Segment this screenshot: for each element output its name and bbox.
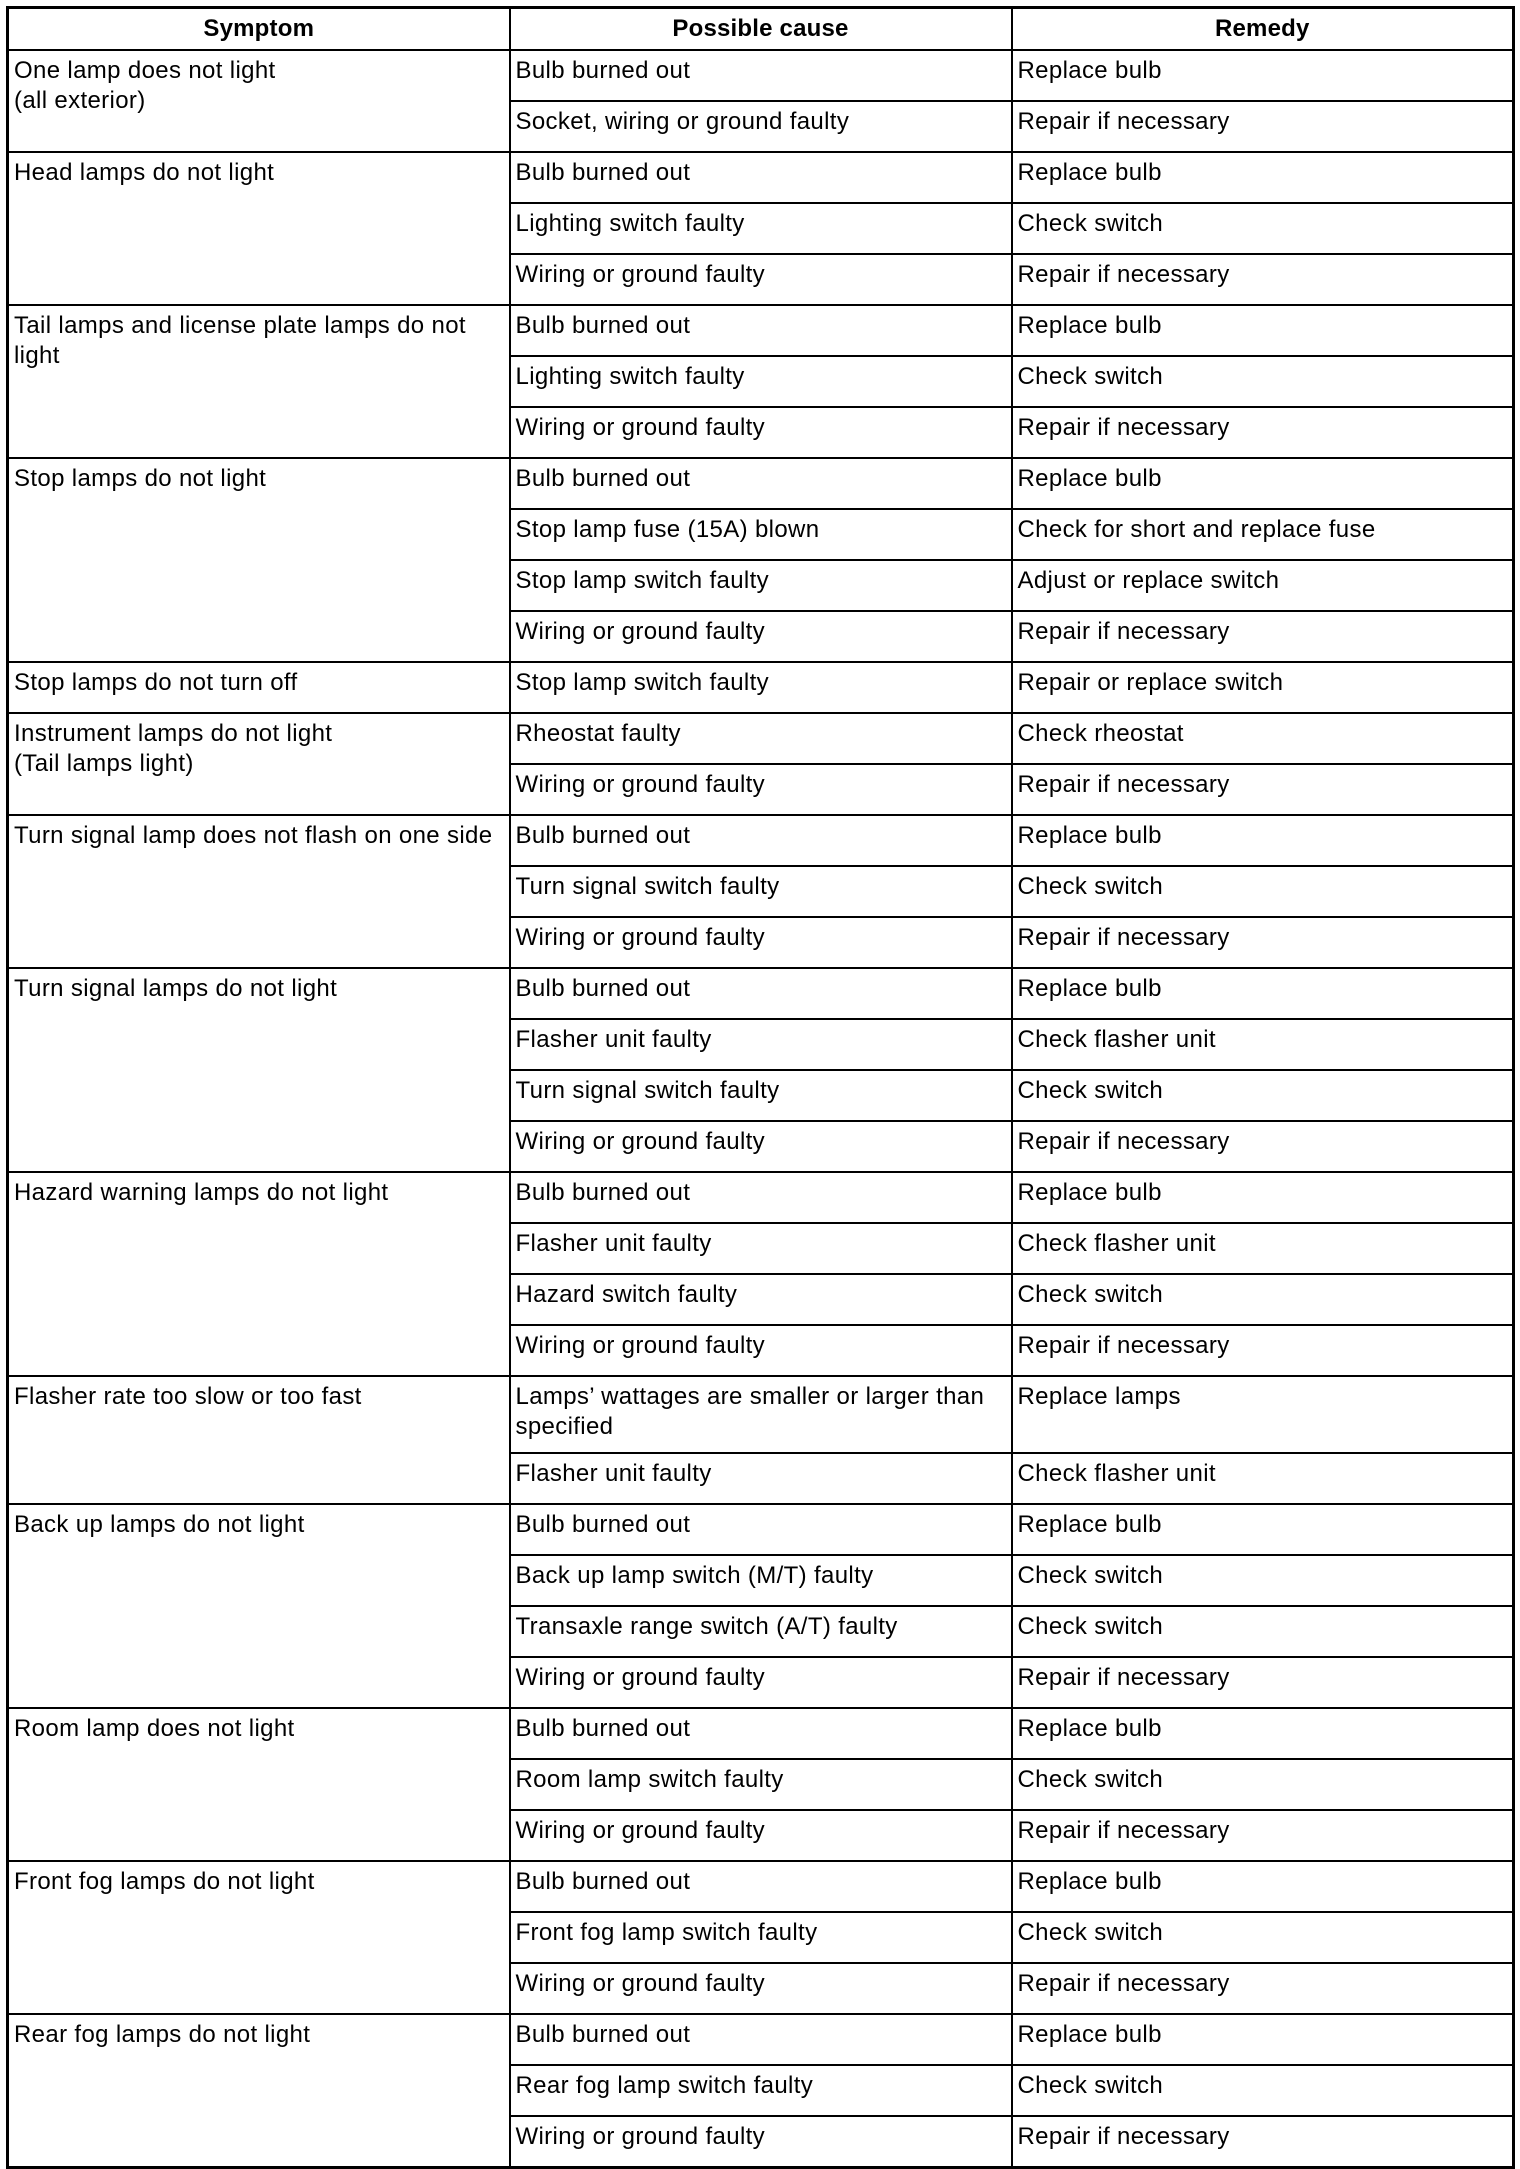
remedy-cell: Check switch <box>1012 1274 1514 1325</box>
remedy-cell: Check switch <box>1012 203 1514 254</box>
cause-cell: Flasher unit faulty <box>510 1019 1012 1070</box>
cause-cell: Turn signal switch faulty <box>510 866 1012 917</box>
cause-cell: Wiring or ground faulty <box>510 1963 1012 2014</box>
remedy-cell: Repair if necessary <box>1012 254 1514 305</box>
symptom-cell: Front fog lamps do not light <box>8 1861 510 2014</box>
symptom-cell: Head lamps do not light <box>8 152 510 305</box>
header-possible-cause: Possible cause <box>510 8 1012 51</box>
cause-cell: Flasher unit faulty <box>510 1223 1012 1274</box>
table-row <box>8 1504 1514 1555</box>
remedy-cell: Repair or replace switch <box>1012 662 1514 713</box>
remedy-cell: Repair if necessary <box>1012 1325 1514 1376</box>
cause-cell: Bulb burned out <box>510 305 1012 356</box>
symptom-cell: Turn signal lamp does not flash on one side <box>8 815 510 968</box>
remedy-cell: Check switch <box>1012 1912 1514 1963</box>
cause-cell: Bulb burned out <box>510 1861 1012 1912</box>
header-symptom: Symptom <box>8 8 510 51</box>
remedy-cell: Check flasher unit <box>1012 1453 1514 1504</box>
remedy-cell: Repair if necessary <box>1012 917 1514 968</box>
cause-cell: Back up lamp switch (M/T) faulty <box>510 1555 1012 1606</box>
remedy-cell: Replace bulb <box>1012 968 1514 1019</box>
cause-cell: Wiring or ground faulty <box>510 2116 1012 2168</box>
table-row <box>8 458 1514 509</box>
table-row <box>8 968 1514 1019</box>
cause-cell: Wiring or ground faulty <box>510 1810 1012 1861</box>
remedy-cell: Replace bulb <box>1012 458 1514 509</box>
symptom-cell: Stop lamps do not light <box>8 458 510 662</box>
table-row <box>8 1708 1514 1759</box>
remedy-cell: Check switch <box>1012 356 1514 407</box>
remedy-cell: Repair if necessary <box>1012 1657 1514 1708</box>
remedy-cell: Replace bulb <box>1012 1708 1514 1759</box>
cause-cell: Rear fog lamp switch faulty <box>510 2065 1012 2116</box>
cause-cell: Hazard switch faulty <box>510 1274 1012 1325</box>
remedy-cell: Replace lamps <box>1012 1376 1514 1453</box>
remedy-cell: Repair if necessary <box>1012 1121 1514 1172</box>
cause-cell: Bulb burned out <box>510 458 1012 509</box>
cause-cell: Transaxle range switch (A/T) faulty <box>510 1606 1012 1657</box>
cause-cell: Wiring or ground faulty <box>510 407 1012 458</box>
remedy-cell: Repair if necessary <box>1012 1963 1514 2014</box>
remedy-cell: Replace bulb <box>1012 2014 1514 2065</box>
table-row <box>8 152 1514 203</box>
table-row <box>8 713 1514 764</box>
cause-cell: Bulb burned out <box>510 2014 1012 2065</box>
cause-cell: Wiring or ground faulty <box>510 1325 1012 1376</box>
symptom-cell: Stop lamps do not turn off <box>8 662 510 713</box>
cause-cell: Wiring or ground faulty <box>510 917 1012 968</box>
symptom-cell: Flasher rate too slow or too fast <box>8 1376 510 1504</box>
cause-cell: Bulb burned out <box>510 152 1012 203</box>
cause-cell: Wiring or ground faulty <box>510 1121 1012 1172</box>
table-row <box>8 662 1514 713</box>
remedy-cell: Adjust or replace switch <box>1012 560 1514 611</box>
table-row <box>8 1172 1514 1223</box>
symptom-cell: Hazard warning lamps do not light <box>8 1172 510 1376</box>
header-remedy: Remedy <box>1012 8 1514 51</box>
symptom-cell: Instrument lamps do not light (Tail lamps light) <box>8 713 510 815</box>
cause-cell: Bulb burned out <box>510 1172 1012 1223</box>
remedy-cell: Repair if necessary <box>1012 407 1514 458</box>
table-body <box>8 50 1514 2168</box>
cause-cell: Stop lamp switch faulty <box>510 560 1012 611</box>
cause-cell: Lighting switch faulty <box>510 203 1012 254</box>
cause-cell: Stop lamp switch faulty <box>510 662 1012 713</box>
remedy-cell: Check flasher unit <box>1012 1223 1514 1274</box>
cause-cell: Room lamp switch faulty <box>510 1759 1012 1810</box>
remedy-cell: Replace bulb <box>1012 1172 1514 1223</box>
table-row <box>8 1376 1514 1453</box>
remedy-cell: Replace bulb <box>1012 152 1514 203</box>
remedy-cell: Check switch <box>1012 1759 1514 1810</box>
remedy-cell: Check switch <box>1012 866 1514 917</box>
cause-cell: Bulb burned out <box>510 1504 1012 1555</box>
table-row <box>8 305 1514 356</box>
troubleshooting-table <box>6 6 1515 2169</box>
remedy-cell: Check switch <box>1012 1070 1514 1121</box>
cause-cell: Wiring or ground faulty <box>510 611 1012 662</box>
cause-cell: Bulb burned out <box>510 968 1012 1019</box>
cause-cell: Stop lamp fuse (15A) blown <box>510 509 1012 560</box>
cause-cell: Bulb burned out <box>510 1708 1012 1759</box>
remedy-cell: Check switch <box>1012 2065 1514 2116</box>
remedy-cell: Replace bulb <box>1012 305 1514 356</box>
remedy-cell: Replace bulb <box>1012 1504 1514 1555</box>
symptom-cell: Back up lamps do not light <box>8 1504 510 1708</box>
cause-cell: Lamps’ wattages are smaller or larger than specified <box>510 1376 1012 1453</box>
symptom-cell: Tail lamps and license plate lamps do not light <box>8 305 510 458</box>
cause-cell: Bulb burned out <box>510 50 1012 101</box>
remedy-cell: Repair if necessary <box>1012 611 1514 662</box>
cause-cell: Wiring or ground faulty <box>510 254 1012 305</box>
cause-cell: Lighting switch faulty <box>510 356 1012 407</box>
symptom-cell: Turn signal lamps do not light <box>8 968 510 1172</box>
remedy-cell: Repair if necessary <box>1012 2116 1514 2168</box>
table-row <box>8 1861 1514 1912</box>
symptom-cell: One lamp does not light (all exterior) <box>8 50 510 152</box>
table-header-row <box>8 8 1514 51</box>
troubleshooting-table-container <box>6 6 1515 2169</box>
cause-cell: Front fog lamp switch faulty <box>510 1912 1012 1963</box>
symptom-cell: Rear fog lamps do not light <box>8 2014 510 2168</box>
cause-cell: Bulb burned out <box>510 815 1012 866</box>
remedy-cell: Replace bulb <box>1012 815 1514 866</box>
remedy-cell: Check for short and replace fuse <box>1012 509 1514 560</box>
cause-cell: Wiring or ground faulty <box>510 1657 1012 1708</box>
cause-cell: Turn signal switch faulty <box>510 1070 1012 1121</box>
remedy-cell: Repair if necessary <box>1012 101 1514 152</box>
table-row <box>8 2014 1514 2065</box>
remedy-cell: Replace bulb <box>1012 50 1514 101</box>
remedy-cell: Check rheostat <box>1012 713 1514 764</box>
remedy-cell: Check switch <box>1012 1555 1514 1606</box>
remedy-cell: Check switch <box>1012 1606 1514 1657</box>
cause-cell: Socket, wiring or ground faulty <box>510 101 1012 152</box>
remedy-cell: Check flasher unit <box>1012 1019 1514 1070</box>
remedy-cell: Repair if necessary <box>1012 764 1514 815</box>
cause-cell: Wiring or ground faulty <box>510 764 1012 815</box>
cause-cell: Flasher unit faulty <box>510 1453 1012 1504</box>
table-row <box>8 50 1514 101</box>
remedy-cell: Repair if necessary <box>1012 1810 1514 1861</box>
table-row <box>8 815 1514 866</box>
remedy-cell: Replace bulb <box>1012 1861 1514 1912</box>
symptom-cell: Room lamp does not light <box>8 1708 510 1861</box>
cause-cell: Rheostat faulty <box>510 713 1012 764</box>
